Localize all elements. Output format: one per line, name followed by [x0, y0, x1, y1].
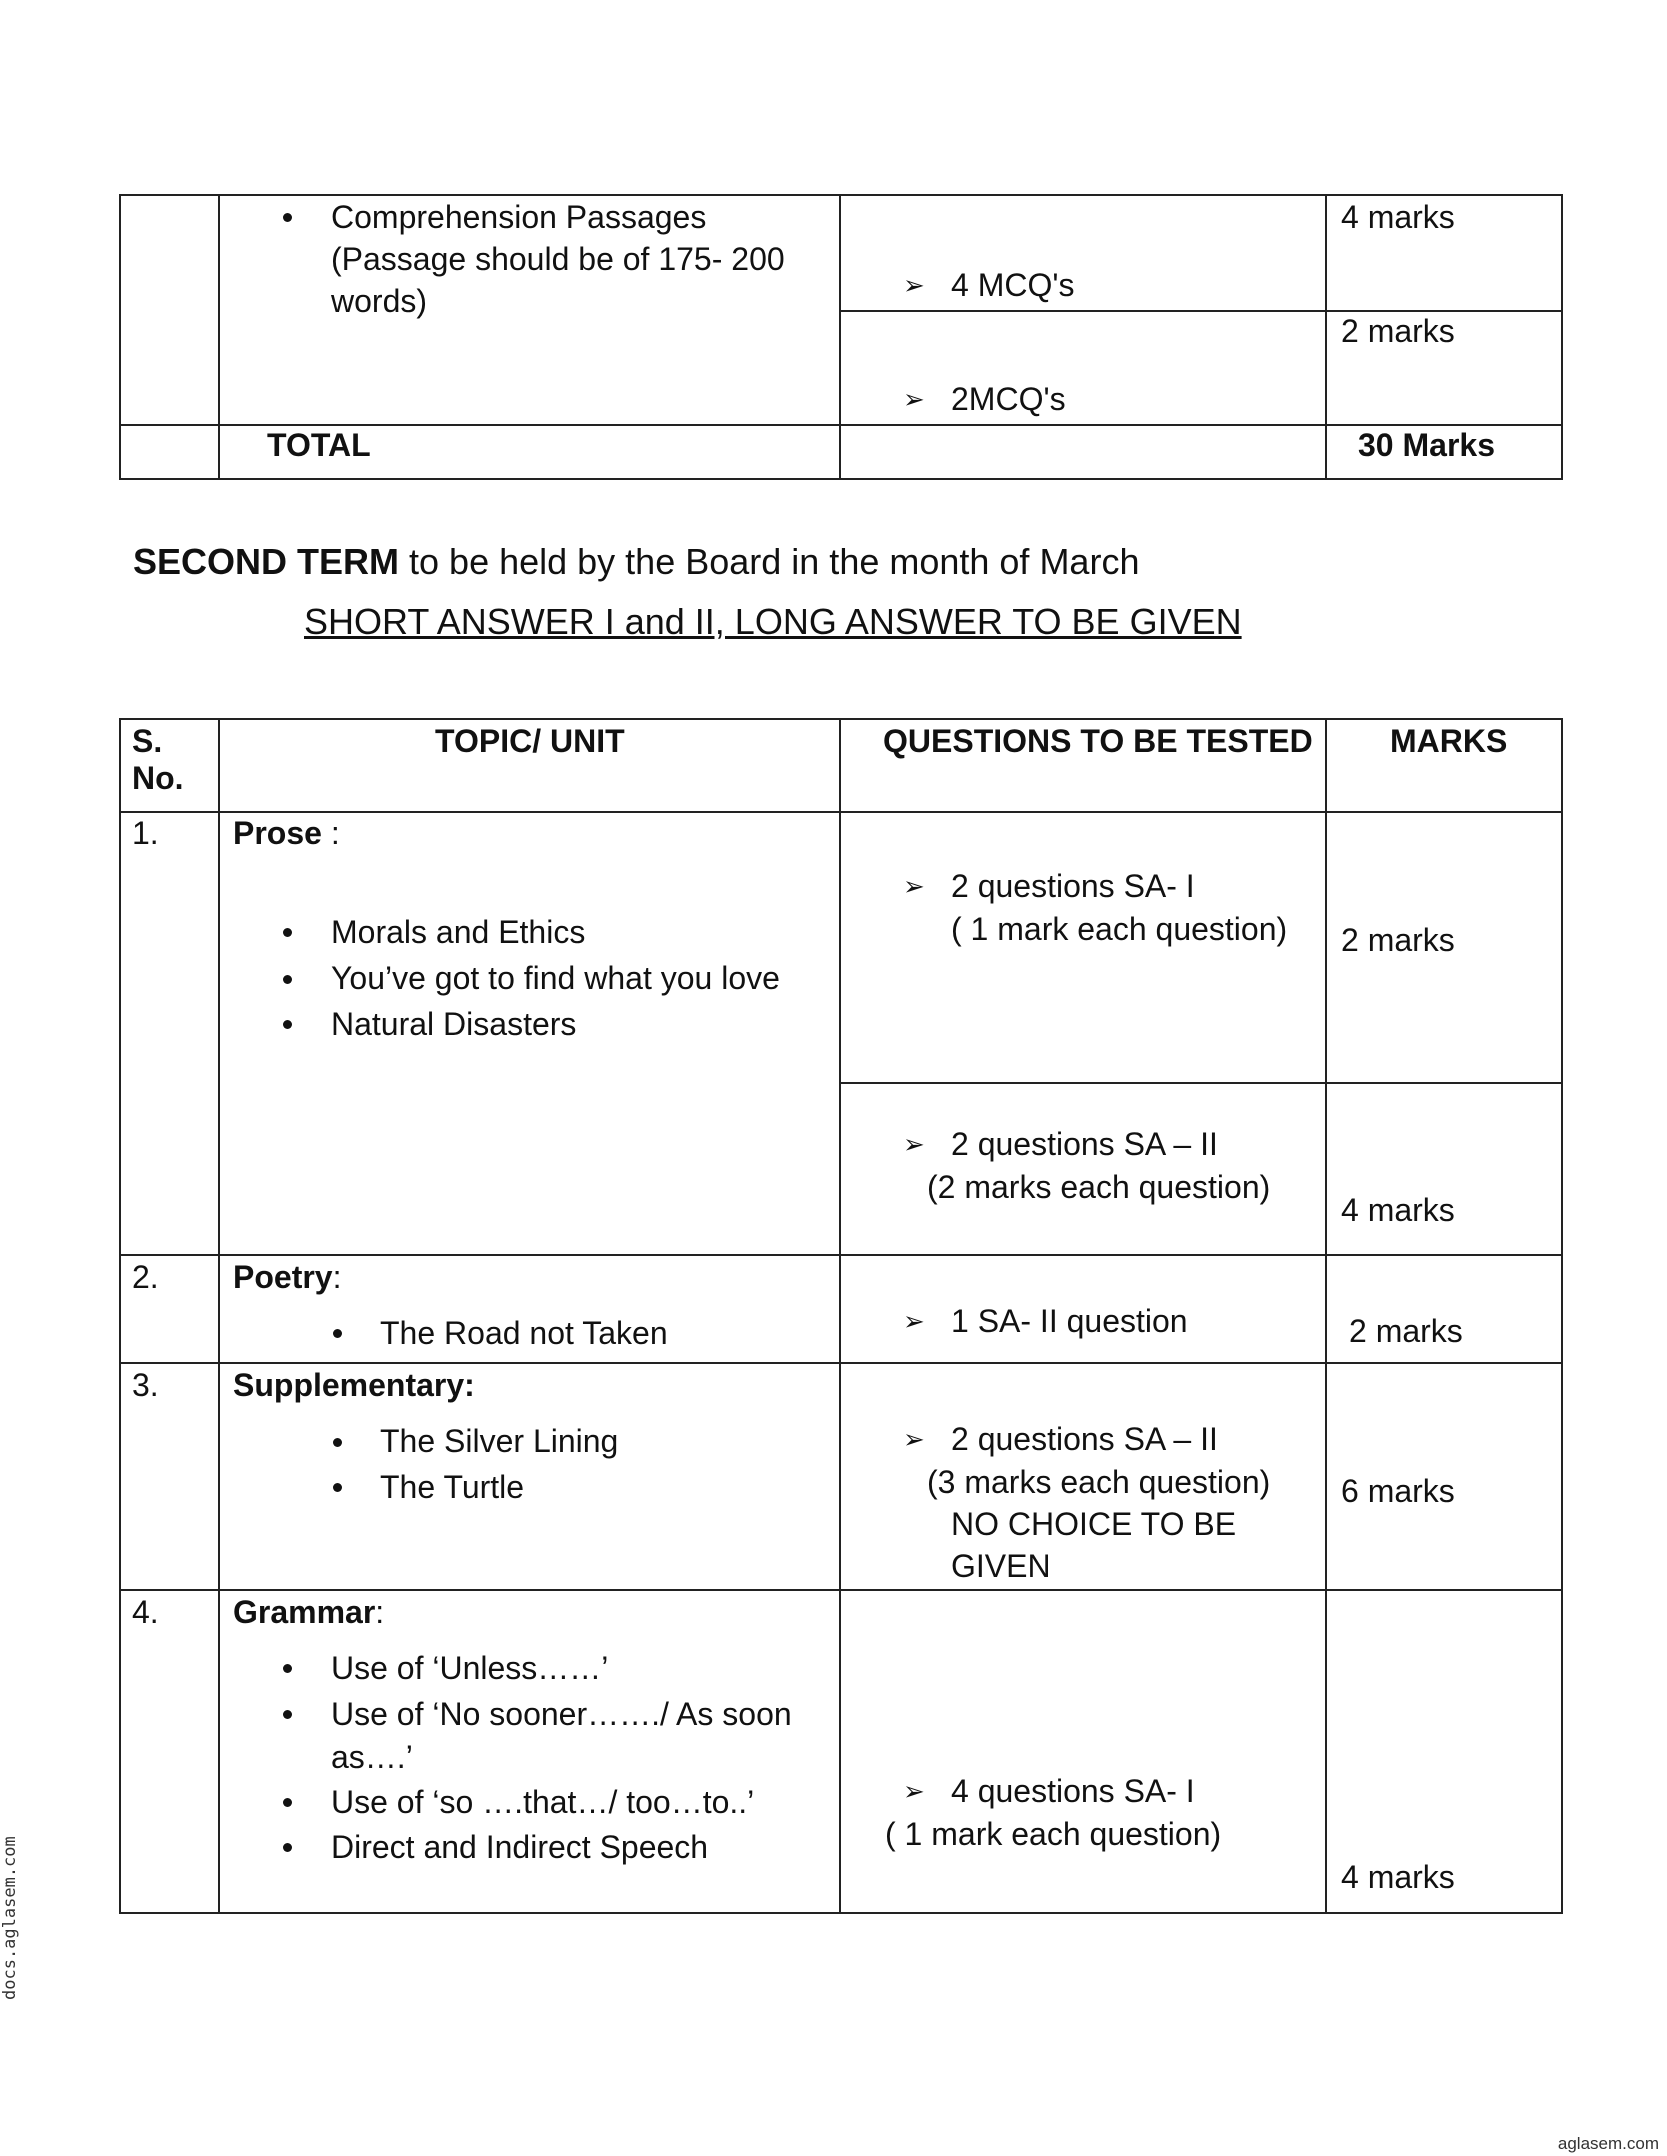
grammar-item-4: Direct and Indirect Speech — [331, 1829, 709, 1865]
row2-unit — [233, 1256, 341, 1298]
arrow-icon: ➢ — [903, 871, 925, 901]
row3-q-line1: 2 questions SA – II — [951, 1421, 1218, 1457]
row2-q-line1: 1 SA- II question — [951, 1303, 1188, 1339]
question-4mcq: 4 MCQ's — [951, 267, 1075, 303]
row3-q-line4: GIVEN — [951, 1548, 1051, 1584]
second-term-label: SECOND TERM — [133, 541, 400, 582]
grammar-item-3: Use of ‘so ….that…/ too…to..’ — [331, 1784, 755, 1820]
bullet-icon — [333, 1329, 342, 1338]
second-term-text: to be held by the Board in the month of March — [399, 541, 1140, 582]
arrow-icon: ➢ — [903, 1306, 925, 1336]
header-sno-line1: S. — [132, 723, 163, 759]
marks-2: 2 marks — [1341, 313, 1455, 349]
row1-marks-b: 4 marks — [1341, 1192, 1455, 1228]
arrow-icon: ➢ — [903, 1776, 925, 1806]
marks-4: 4 marks — [1341, 199, 1455, 235]
arrow-icon: ➢ — [903, 384, 925, 414]
bullet-icon — [283, 1664, 292, 1673]
bullet-icon — [283, 1798, 292, 1807]
row2-sno: 2. — [132, 1259, 159, 1295]
row1-q-b-line2: (2 marks each question) — [927, 1169, 1271, 1205]
poetry-item-1: The Road not Taken — [380, 1315, 668, 1351]
grammar-item-1: Use of ‘Unless……’ — [331, 1650, 609, 1686]
row4-unit — [233, 1591, 384, 1633]
row1-unit — [233, 812, 340, 854]
row4-q-line2: ( 1 mark each question) — [885, 1816, 1222, 1852]
corner-watermark: aglasem.com — [1557, 2134, 1659, 2153]
bullet-icon — [283, 975, 292, 984]
prose-item-2: You’ve got to find what you love — [331, 960, 780, 996]
row4-sno: 4. — [132, 1594, 159, 1630]
row4-marks: 4 marks — [1341, 1859, 1455, 1895]
arrow-icon: ➢ — [903, 270, 925, 300]
comprehension-item: Comprehension Passages — [331, 199, 707, 235]
row1-sno: 1. — [132, 815, 159, 851]
supp-item-2: The Turtle — [380, 1469, 525, 1505]
row2-marks: 2 marks — [1349, 1313, 1463, 1349]
arrow-icon: ➢ — [903, 1424, 925, 1454]
row3-marks: 6 marks — [1341, 1473, 1455, 1509]
comprehension-note-line1: (Passage should be of 175- 200 — [331, 241, 785, 277]
row3-q-line3: NO CHOICE TO BE — [951, 1506, 1237, 1542]
total-label: TOTAL — [267, 427, 371, 463]
grammar-suffix: : — [375, 1594, 385, 1630]
row3-sno: 3. — [132, 1367, 159, 1403]
bullet-icon — [333, 1483, 342, 1492]
row4-q-line1: 4 questions SA- I — [951, 1773, 1195, 1809]
row3-q-line2: (3 marks each question) — [927, 1464, 1271, 1500]
header-sno-line2: No. — [132, 760, 184, 796]
bullet-icon — [283, 213, 292, 222]
header-marks: MARKS — [1390, 723, 1508, 759]
second-term-heading — [133, 540, 1139, 584]
arrow-icon: ➢ — [903, 1129, 925, 1159]
prose-label: Prose — [233, 815, 322, 851]
prose-suffix: : — [321, 815, 340, 851]
bullet-icon — [283, 1020, 292, 1029]
grammar-item-2: Use of ‘No sooner……./ As soon — [331, 1696, 792, 1732]
bullet-icon — [283, 1710, 292, 1719]
header-topic: TOPIC/ UNIT — [435, 723, 625, 759]
poetry-label: Poetry — [233, 1259, 333, 1295]
comprehension-note-line2: words) — [331, 283, 428, 319]
bullet-icon — [333, 1438, 342, 1447]
header-questions: QUESTIONS TO BE TESTED — [883, 723, 1313, 759]
second-term-subheading: SHORT ANSWER I and II, LONG ANSWER TO BE GIVEN — [304, 601, 1242, 642]
row1-q-a-line1: 2 questions SA- I — [951, 868, 1195, 904]
total-marks: 30 Marks — [1358, 427, 1495, 463]
prose-item-1: Morals and Ethics — [331, 914, 586, 950]
grammar-item-2-cont: as….’ — [331, 1739, 413, 1775]
prose-item-3: Natural Disasters — [331, 1006, 577, 1042]
row1-marks-a: 2 marks — [1341, 922, 1455, 958]
bullet-icon — [283, 1843, 292, 1852]
bullet-icon — [283, 928, 292, 937]
supp-item-1: The Silver Lining — [380, 1423, 619, 1459]
supplementary-label: Supplementary: — [233, 1367, 475, 1403]
side-watermark: docs.aglasem.com — [0, 1836, 20, 2000]
row1-q-b-line1: 2 questions SA – II — [951, 1126, 1218, 1162]
poetry-suffix: : — [332, 1259, 342, 1295]
question-2mcq: 2MCQ's — [951, 381, 1066, 417]
row1-q-a-line2: ( 1 mark each question) — [951, 911, 1288, 947]
grammar-label: Grammar — [233, 1594, 376, 1630]
